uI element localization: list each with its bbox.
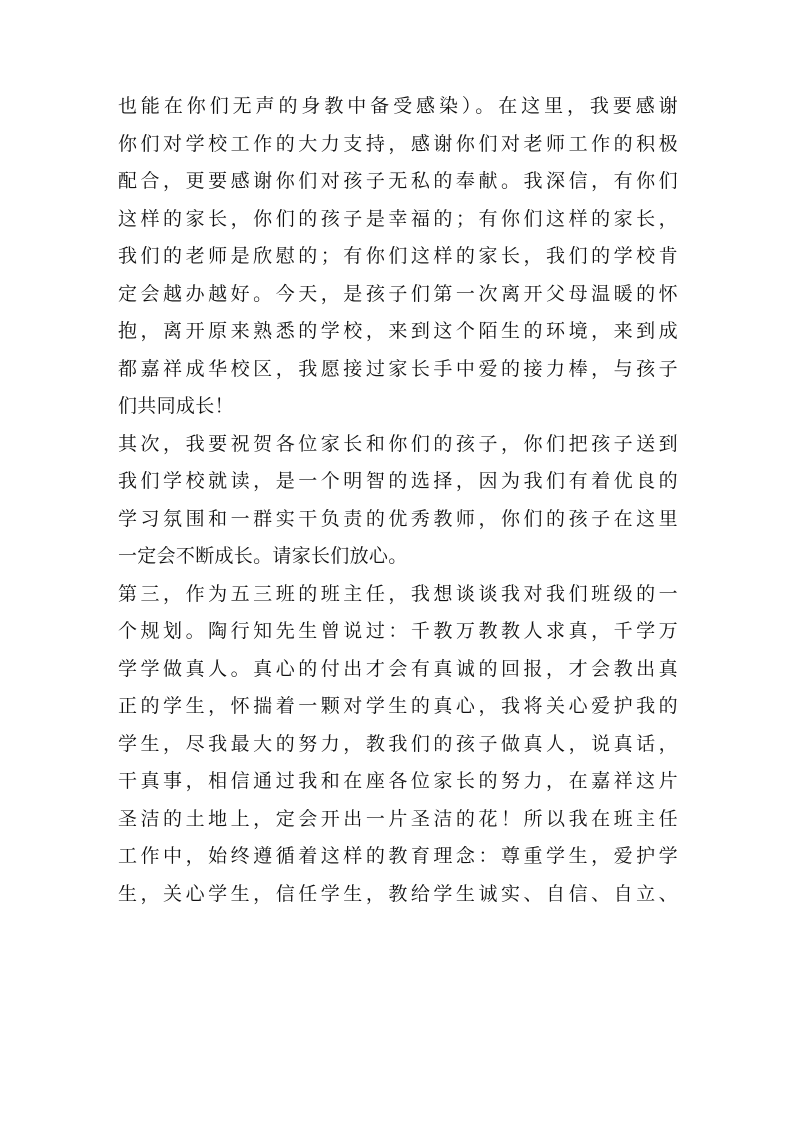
text-line: 圣洁的土地上，定会开出一片圣洁的花！所以我在班主任: [118, 807, 678, 830]
text-line: 学习氛围和一群实干负责的优秀教师，你们的孩子在这里: [118, 507, 678, 530]
text-line: 正的学生，怀揣着一颗对学生的真心，我将关心爱护我的: [118, 695, 678, 717]
text-line: 工作中，始终遵循着这样的教育理念：尊重学生，爱护学: [118, 845, 678, 867]
document-body: [118, 88, 678, 913]
text-line: 我们学校就读，是一个明智的选择，因为我们有着优良的: [118, 470, 678, 492]
text-line: 个规划。陶行知先生曾说过：千教万教教人求真，千学万: [118, 620, 678, 642]
text-line: 我们的老师是欣慰的；有你们这样的家长，我们的学校肯: [118, 245, 678, 267]
text-line: 你们对学校工作的大力支持，感谢你们对老师工作的积极: [118, 132, 678, 155]
text-line: 干真事，相信通过我和在座各位家长的努力，在嘉祥这片: [118, 770, 678, 792]
text-line: 生，关心学生，信任学生，教给学生诚实、自信、自立、: [118, 882, 678, 905]
text-line: 都嘉祥成华校区，我愿接过家长手中爱的接力棒，与孩子: [118, 357, 678, 380]
text-line: 这样的家长，你们的孩子是幸福的；有你们这样的家长，: [118, 207, 678, 230]
text-line: 其次，我要祝贺各位家长和你们的孩子，你们把孩子送到: [118, 432, 678, 455]
text-line: 学学做真人。真心的付出才会有真诚的回报，才会教出真: [118, 657, 678, 680]
text-line: 也能在你们无声的身教中备受感染）。在这里，我要感谢: [118, 95, 678, 117]
text-line: 配合，更要感谢你们对孩子无私的奉献。我深信，有你们: [118, 170, 678, 192]
text-line: 第三，作为五三班的班主任，我想谈谈我对我们班级的一: [118, 582, 678, 605]
text-line: 们共同成长！: [118, 395, 234, 417]
text-line: 一定会不断成长。请家长们放心。: [118, 545, 408, 567]
text-line: 学生，尽我最大的努力，教我们的孩子做真人，说真话，: [118, 732, 678, 755]
text-line: 抱，离开原来熟悉的学校，来到这个陌生的环境，来到成: [118, 320, 678, 342]
text-line: 定会越办越好。今天，是孩子们第一次离开父母温暖的怀: [118, 282, 678, 305]
